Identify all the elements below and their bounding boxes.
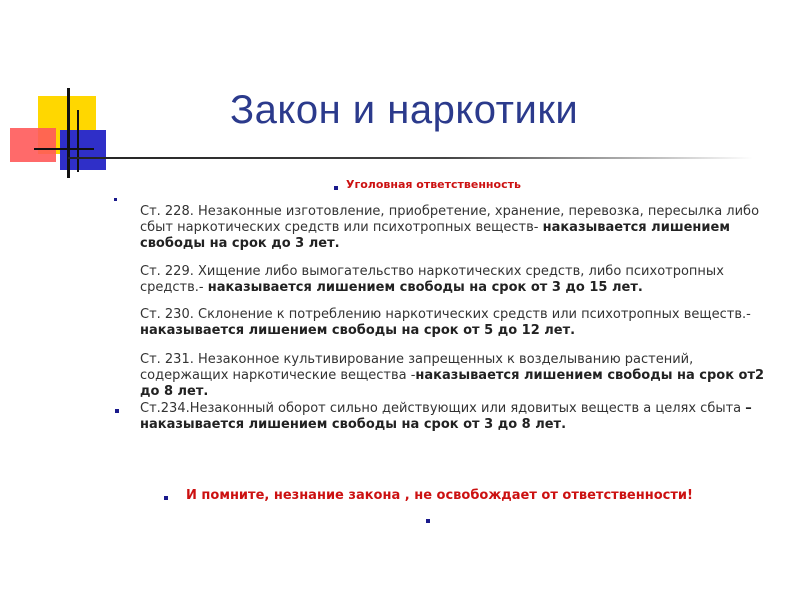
article-231 xyxy=(140,352,780,400)
article-penalty: – наказывается лишением свободы на срок от 3 до 8 лет. xyxy=(140,401,752,432)
bullet-icon xyxy=(114,198,117,201)
footer-warning: И помните, незнание закона , не освобождает от ответственности! xyxy=(186,488,693,503)
article-234 xyxy=(140,401,780,433)
subheading: Уголовная ответственность xyxy=(346,178,521,191)
article-230 xyxy=(140,307,780,339)
vertical-line xyxy=(67,88,70,178)
decorative-logo xyxy=(0,0,110,180)
article-penalty: наказывается лишением свободы на срок от2 до 8 лет. xyxy=(140,368,765,399)
bullet-icon xyxy=(115,409,119,413)
red-square xyxy=(10,128,56,162)
bullet-icon xyxy=(334,186,338,190)
horizontal-line xyxy=(34,148,94,150)
article-text: Ст. 231. Незаконное культивирование запрещенных к возделыванию растений, содержащих наркотические вещества - xyxy=(140,352,694,383)
article-228 xyxy=(140,204,780,252)
bullet-icon xyxy=(164,496,168,500)
article-text: Ст. 229. Хищение либо вымогательство наркотических средств, либо психотропных средств.- xyxy=(140,264,724,295)
page-title: Закон и наркотики xyxy=(230,88,579,132)
article-penalty: наказывается лишением свободы на срок от 3 до 15 лет. xyxy=(207,280,643,295)
article-text: Ст.234.Незаконный оборот сильно действующих или ядовитых веществ а целях сбыта xyxy=(140,401,746,416)
bullet-icon xyxy=(426,519,430,523)
article-penalty: наказывается лишением свободы на срок до 3 лет. xyxy=(140,220,730,251)
title-divider xyxy=(68,157,753,159)
article-229 xyxy=(140,264,780,296)
article-text: Ст. 230. Склонение к потреблению наркотических средств или психотропных веществ.- xyxy=(140,307,751,322)
vertical-line xyxy=(77,110,79,172)
article-text: Ст. 228. Незаконные изготовление, приобретение, хранение, перевозка, пересылка либо сбыт наркотических средств или психотропных веществ- xyxy=(140,204,760,235)
article-penalty: наказывается лишением свободы на срок от 5 до 12 лет. xyxy=(140,323,576,338)
